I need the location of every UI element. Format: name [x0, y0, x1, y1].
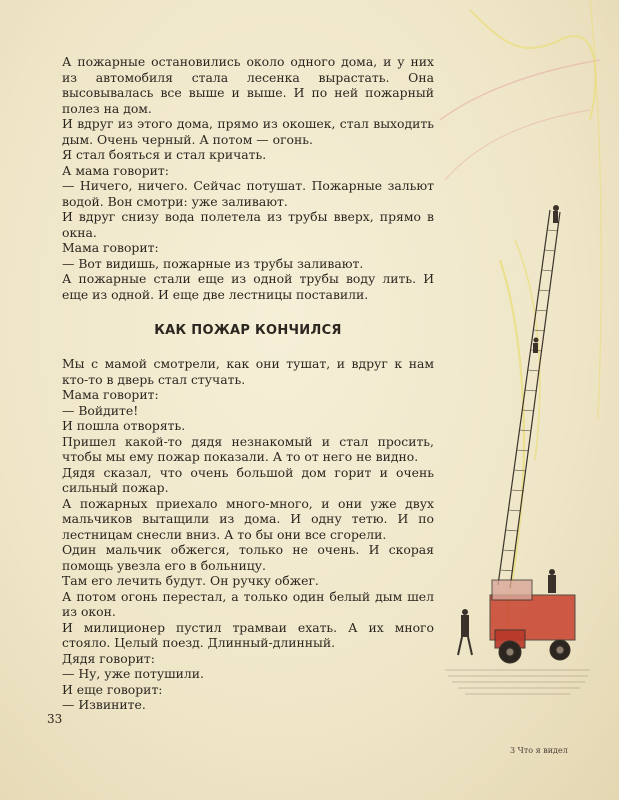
paragraph: Я стал бояться и стал кричать. [62, 147, 267, 162]
paragraph: Один мальчик обжегся, только не очень. И скорая помощь увезла его в больницу. [62, 542, 434, 573]
paragraph: И вдруг из этого дома, прямо из окошек, стал выходить дым. Очень черный. А потом — огонь. [62, 116, 434, 147]
paragraph: А потом огонь перестал, а только один белый дым шел из окон. [62, 588, 434, 619]
paragraph: Там его лечить будут. Он ручку обжег. [62, 573, 319, 588]
paragraph: А мама говорит: [62, 162, 169, 178]
paragraph: И еще говорит: [62, 681, 163, 697]
paragraph: Мама говорит: [62, 240, 159, 255]
paragraph: Мы с мамой смотрели, как они тушат, и вдруг к нам кто-то в дверь стал стучать. [62, 356, 434, 387]
paragraph: Пришел какой-то дядя незнакомый и стал просить, чтобы мы ему пожар показали. А то от него не видно. [62, 433, 434, 464]
paragraph: — Вот видишь, пожарные из трубы заливают. [62, 255, 364, 271]
paragraph: И пошла отворять. [62, 418, 186, 433]
fire-truck-ladder-illustration [440, 200, 600, 700]
paragraph: И вдруг снизу вода полетела из трубы вверх, прямо в окна. [62, 209, 434, 240]
paragraph: — Ну, уже потушили. [62, 666, 204, 681]
paragraph: А пожарные стали еще из одной трубы воду лить. И еще из одной. И еще две лестницы поставили. [62, 271, 434, 302]
paragraph: Дядя говорит: [62, 650, 155, 666]
paragraph: — Войдите! [62, 402, 139, 418]
text-column [62, 54, 434, 713]
paragraph: А пожарных приехало много-много, и они уже двух мальчиков вытащили из дома. И одну тетю. И по лестницам снесли вниз. А то бы они все сгорели. [62, 495, 434, 542]
paragraph: А пожарные остановились около одного дома, и у них из автомобиля стала лесенка вырастать. Она высовывалась все выше и выше. И по ней пожарный полез на дом. [62, 54, 434, 116]
paragraph: И милиционер пустил трамваи ехать. А их много стояло. Целый поезд. Длинный-длинный. [62, 619, 434, 650]
paragraph: — Ничего, ничего. Сейчас потушат. Пожарные зальют водой. Вон смотри: уже заливают. [62, 178, 434, 209]
paragraph: Дядя сказал, что очень большой дом горит и очень сильный пожар. [62, 464, 434, 495]
page-number: 33 [47, 712, 63, 726]
chapter-heading: КАК ПОЖАР КОНЧИЛСЯ [154, 323, 342, 338]
fire-truck [490, 580, 575, 663]
signature-mark: 3 Что я видел [510, 746, 568, 755]
paragraph: — Извините. [62, 697, 146, 712]
paragraph: Мама говорит: [62, 387, 159, 402]
